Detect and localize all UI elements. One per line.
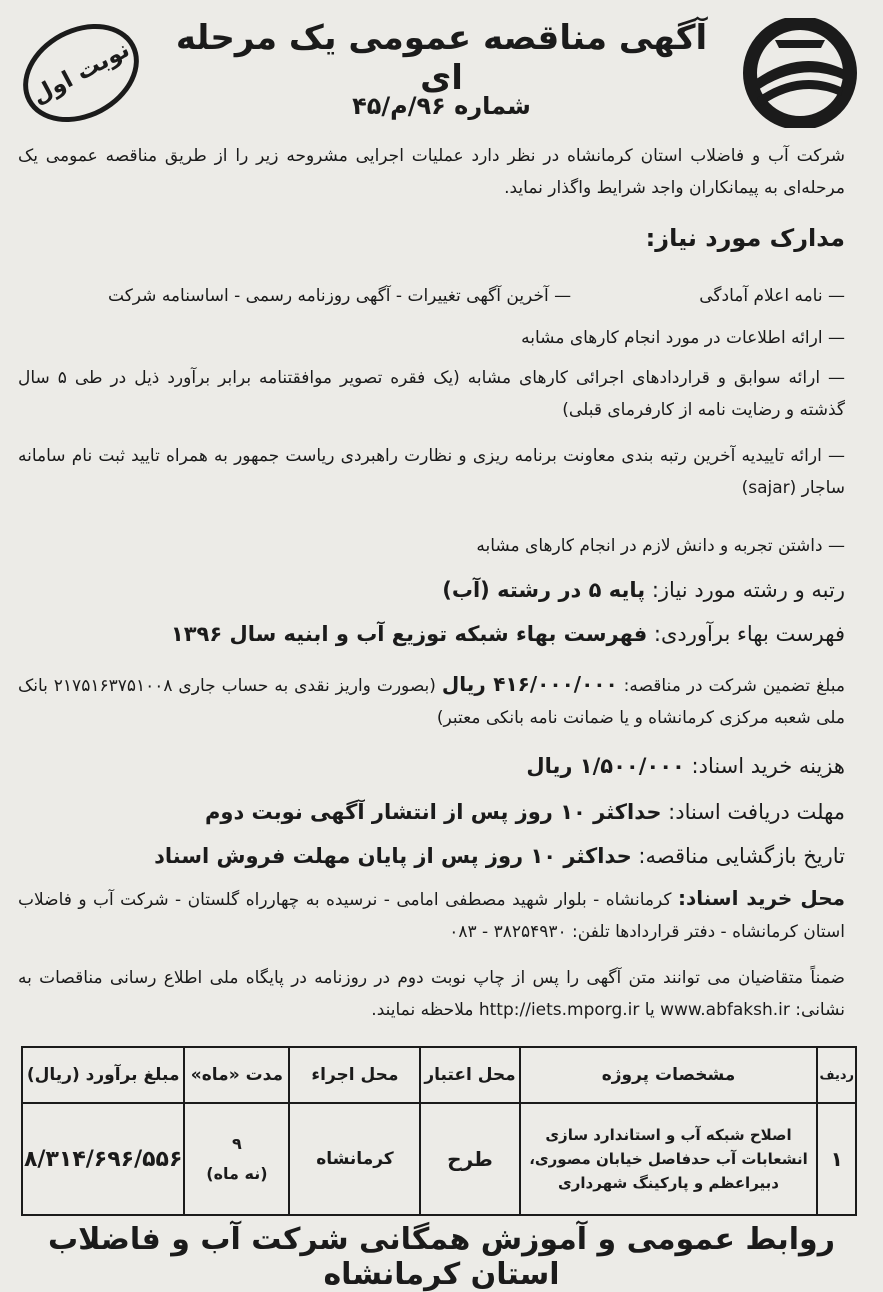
water-company-logo bbox=[735, 18, 865, 128]
guarantee-label: مبلغ تضمین شرکت در مناقصه: bbox=[623, 676, 846, 696]
doc-item-5: — داشتن تجربه و دانش لازم در انجام کارهای مشابه bbox=[476, 536, 845, 556]
header-idx: ردیف bbox=[817, 1047, 856, 1103]
location-value: کرمانشاه - بلوار شهید مصطفی امامی - نرسیده به چهارراه گلستان - شرکت آب و فاضلاب استان کرمانشاه - دفتر قراردادها تلفن: ۳۸۲۵۴۹۳۰ - ۰۸۳ bbox=[18, 890, 845, 942]
header-place: محل اجراء bbox=[289, 1047, 420, 1103]
project-table bbox=[21, 1046, 857, 1216]
websites-note: ضمناً متقاضیان می توانند متن آگهی را پس از چاپ نوبت دوم در روزنامه در پایگاه ملی اطلاع رسانی مناقصات به نشانی: www.abfaksh.ir یا http://iets.mporg.ir ملاحظه نمایند. bbox=[18, 968, 845, 1020]
price-list-value: فهرست بهاء شبکه توزیع آب و ابنیه سال ۱۳۹۶ bbox=[170, 622, 648, 646]
doc-item-2: — ارائه اطلاعات در مورد انجام کارهای مشابه bbox=[521, 328, 845, 348]
cell-idx: ۱ bbox=[817, 1103, 856, 1215]
cell-duration bbox=[184, 1103, 289, 1215]
tender-number: شماره ۹۶/م/۴۵ bbox=[352, 92, 531, 120]
location-field bbox=[18, 882, 845, 948]
cell-credit: طرح bbox=[420, 1103, 519, 1215]
required-documents-heading: مدارک مورد نیاز: bbox=[645, 224, 845, 252]
header-credit: محل اعتبار bbox=[420, 1047, 519, 1103]
deadline-label: مهلت دریافت اسناد: bbox=[668, 800, 845, 824]
rank-value: پایه ۵ در رشته (آب) bbox=[442, 578, 646, 602]
footer-signature: روابط عمومی و آموزش همگانی شرکت آب و فاضلاب استان کرمانشاه bbox=[48, 1222, 835, 1292]
table-header-row bbox=[22, 1047, 856, 1103]
price-list-label: فهرست بهاء برآوردی: bbox=[653, 622, 845, 646]
guarantee-note: (بصورت واریز نقدی به حساب جاری ۲۱۷۵۱۶۳۷۵۱۰۰۸ بانک ملی شعبه مرکزی کرمانشاه و یا ضمانت نامه بانکی معتبر) bbox=[18, 676, 845, 728]
rank-label: رتبه و رشته مورد نیاز: bbox=[651, 578, 845, 602]
header-duration: مدت «ماه» bbox=[184, 1047, 289, 1103]
rank-field bbox=[18, 574, 845, 606]
purchase-cost-value: ۱/۵۰۰/۰۰۰ ریال bbox=[526, 754, 685, 778]
header-amount: مبلغ برآورد (ریال) bbox=[22, 1047, 184, 1103]
purchase-cost-label: هزینه خرید اسناد: bbox=[691, 754, 845, 778]
header-spec: مشخصات پروژه bbox=[520, 1047, 818, 1103]
doc-item-3: — ارائه سوابق و قراردادهای اجرائی کارهای مشابه (یک فقره تصویر موافقتنامه برابر برآورد ذیل در طی ۵ سال گذشته و رضایت نامه از کارفرمای قبلی) bbox=[18, 368, 845, 420]
intro-paragraph: شرکت آب و فاضلاب استان کرمانشاه در نظر دارد عملیات اجرایی مشروحه زیر را از طریق مناقصه عمومی یک مرحله‌ای به پیمانکاران واجد شرایط واگذار نماید. bbox=[18, 146, 845, 198]
guarantee-field bbox=[18, 668, 845, 734]
doc-item-changes: — آخرین آگهی تغییرات - آگهی روزنامه رسمی - اساسنامه شرکت bbox=[108, 286, 572, 306]
doc-item-1 bbox=[18, 280, 845, 312]
deadline-value: حداکثر ۱۰ روز پس از انتشار آگهی نوبت دوم bbox=[205, 800, 662, 824]
doc-item-readiness: — نامه اعلام آمادگی bbox=[699, 286, 845, 306]
cell-place: کرمانشاه bbox=[289, 1103, 420, 1215]
location-label: محل خرید اسناد: bbox=[677, 886, 845, 910]
purchase-cost-field bbox=[18, 750, 845, 782]
page-title: آگهی مناقصه عمومی یک مرحله ای bbox=[175, 18, 708, 98]
cell-spec: اصلاح شبکه آب و استاندارد سازی انشعابات آب حدفاصل خیابان مصوری، دبیراعظم و پارکینگ شهرداری bbox=[520, 1103, 818, 1215]
duration-number: ۹ bbox=[232, 1134, 242, 1153]
duration-text: (نه ماه) bbox=[206, 1164, 268, 1183]
opening-label: تاریخ بازگشایی مناقصه: bbox=[638, 844, 845, 868]
opening-value: حداکثر ۱۰ روز پس از پایان مهلت فروش اسناد bbox=[154, 844, 632, 868]
first-turn-stamp: نوبت اول bbox=[6, 5, 156, 142]
guarantee-value: ۴۱۶/۰۰۰/۰۰۰ ریال bbox=[441, 672, 618, 696]
opening-date-field bbox=[18, 840, 845, 872]
cell-amount: ۸/۳۱۴/۶۹۶/۵۵۶ bbox=[22, 1103, 184, 1215]
doc-item-4: — ارائه تاییدیه آخرین رتبه بندی معاونت برنامه ریزی و نظارت راهبردی ریاست جمهور به همراه تایید ثبت نام سامانه ساجار (sajar) bbox=[18, 446, 845, 498]
price-list-field bbox=[18, 618, 845, 650]
deadline-field bbox=[18, 796, 845, 828]
table-row bbox=[22, 1103, 856, 1215]
